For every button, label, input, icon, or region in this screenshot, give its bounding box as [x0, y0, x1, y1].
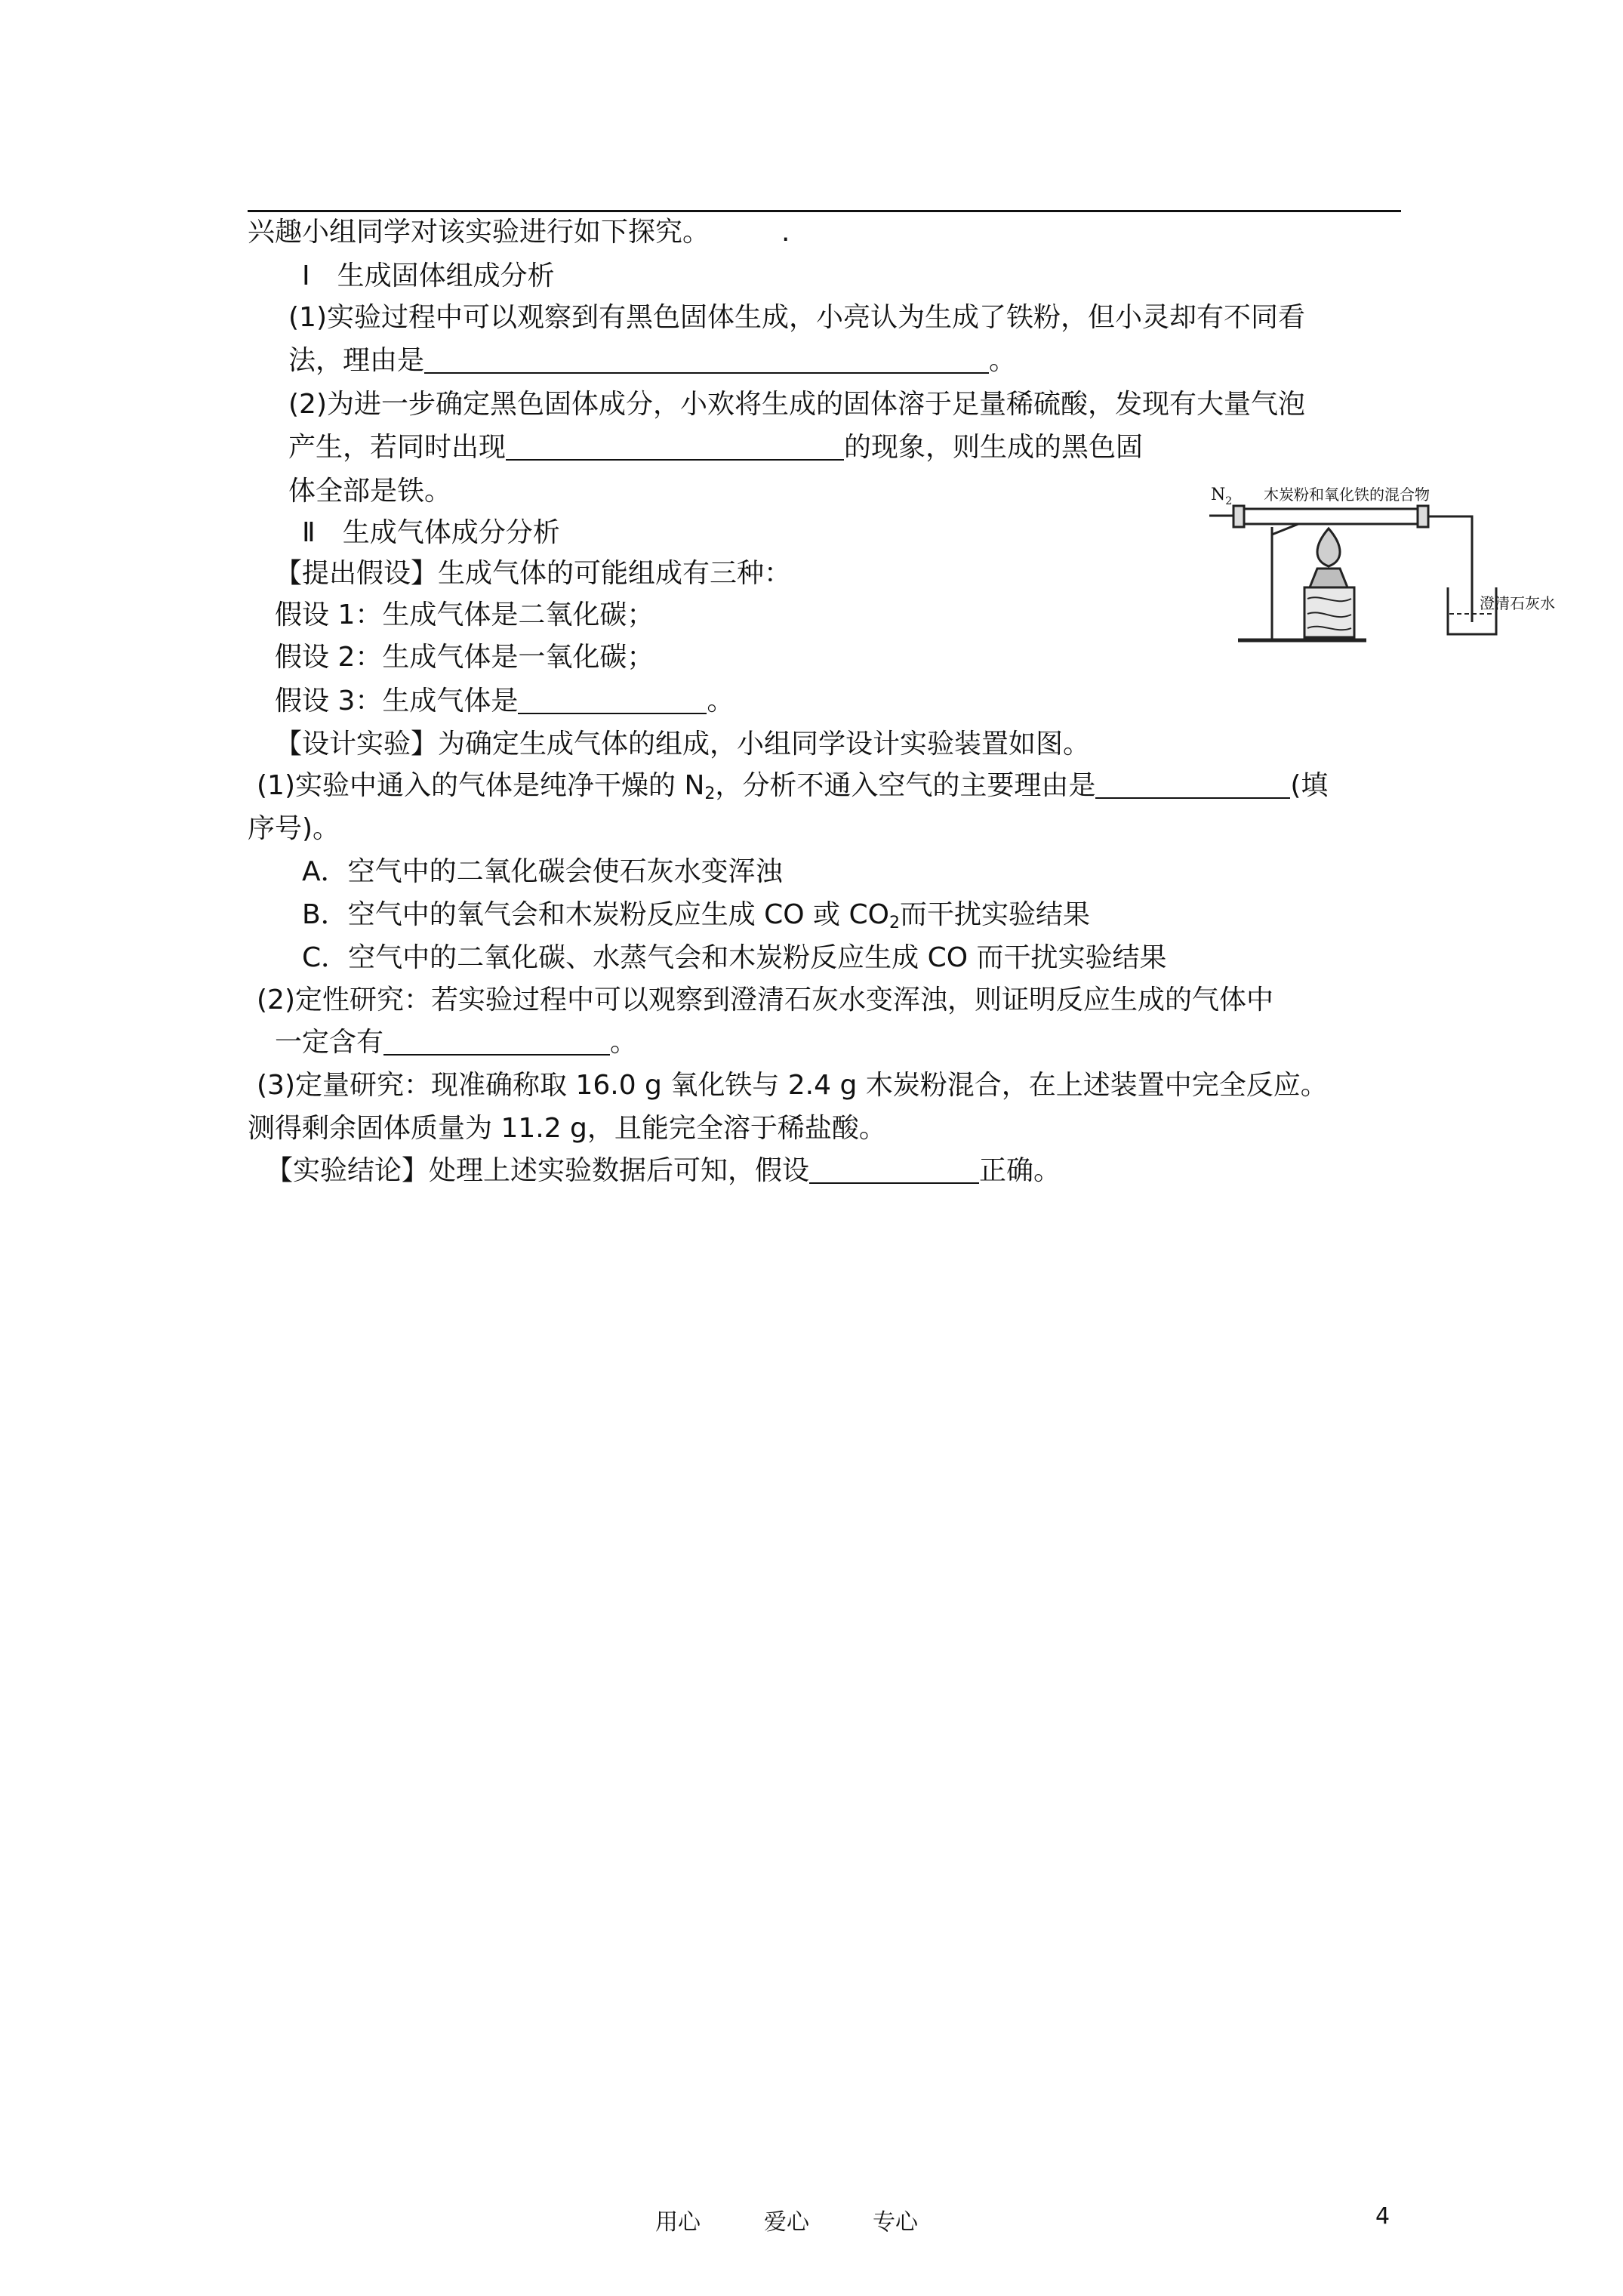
flame: [1317, 529, 1340, 566]
hypothesis-2: 假设 2：生成气体是一氧化碳；: [275, 642, 654, 673]
design-q2-line-2: 一定含有 。: [275, 1027, 638, 1058]
option-a: A．空气中的二氧化碳会使石灰水变浑浊: [302, 856, 783, 887]
page-number: 4: [1375, 2203, 1390, 2230]
footer-item-2: 爱心: [764, 2209, 809, 2236]
q2-line-1: (2)为进一步确定黑色固体成分，小欢将生成的固体溶于足量稀硫酸，发现有大量气泡: [288, 389, 1305, 420]
conclusion-line: 【实验结论】处理上述实验数据后可知，假设 正确。: [266, 1155, 1061, 1186]
mixture-label: 木炭粉和氧化铁的混合物: [1264, 485, 1430, 504]
q1-line-1: (1)实验过程中可以观察到有黑色固体生成，小亮认为生成了铁粉，但小灵却有不同看: [288, 302, 1305, 333]
q2-line-3: 体全部是铁。: [288, 476, 452, 507]
q1-line-2: 法，理由是 。: [288, 345, 1017, 376]
option-c: C．空气中的二氧化碳、水蒸气会和木炭粉反应生成 CO 而干扰实验结果: [302, 942, 1167, 973]
n2-label: $N_2$: [1211, 485, 1233, 507]
footer-item-3: 专心: [873, 2209, 918, 2236]
hypothesis-3-blank[interactable]: [518, 690, 707, 714]
design-q2-blank[interactable]: [383, 1031, 610, 1056]
intro-line: 兴趣小组同学对该实验进行如下探究。 .: [248, 217, 790, 248]
design-q1-line-2: 序号)。: [248, 813, 340, 844]
hypothesis-1: 假设 1：生成气体是二氧化碳；: [275, 599, 654, 630]
design-q1-line-1: (1)实验中通入的气体是纯净干燥的 $N_2$，分析不通入空气的主要理由是 (填: [257, 770, 1329, 803]
hypothesis-heading: 【提出假设】生成气体的可能组成有三种：: [275, 558, 792, 589]
q2-answer-blank[interactable]: [506, 436, 844, 461]
design-q3-line-2: 测得剩余固体质量为 11.2 g，且能完全溶于稀盐酸。: [248, 1113, 886, 1144]
q2-line-2: 产生，若同时出现 的现象，则生成的黑色固: [288, 432, 1144, 463]
option-b: B．空气中的氧气会和木炭粉反应生成 CO 或 $CO_2$而干扰实验结果: [302, 899, 1090, 932]
design-q1-blank[interactable]: [1095, 775, 1290, 799]
design-q2-line-1: (2)定性研究：若实验过程中可以观察到澄清石灰水变浑浊，则证明反应生成的气体中: [257, 985, 1273, 1015]
right-stopper: [1418, 506, 1428, 527]
footer-item-1: 用心: [655, 2209, 701, 2236]
experiment-apparatus-figure: [1208, 474, 1555, 652]
outlet-tube: [1428, 516, 1472, 622]
left-stopper: [1233, 506, 1244, 527]
iron-stand-clamp: [1272, 524, 1298, 535]
limewater-label: 澄清石灰水: [1480, 594, 1555, 612]
alcohol-lamp: [1310, 569, 1347, 587]
section-2-title: Ⅱ 生成气体成分分析: [302, 517, 560, 548]
conclusion-blank[interactable]: [809, 1160, 979, 1184]
design-q3-line-1: (3)定量研究：现准确称取 16.0 g 氧化铁与 2.4 g 木炭粉混合，在上述装置中完全反应。: [257, 1070, 1328, 1101]
reaction-tube: [1238, 509, 1423, 524]
design-heading: 【设计实验】为确定生成气体的组成，小组同学设计实验装置如图。: [275, 729, 1091, 760]
q1-answer-blank[interactable]: [424, 350, 989, 374]
section-1-title: Ⅰ 生成固体组成分析: [302, 260, 555, 291]
hypothesis-3: 假设 3：生成气体是 。: [275, 686, 735, 717]
header-rule: [248, 210, 1401, 212]
